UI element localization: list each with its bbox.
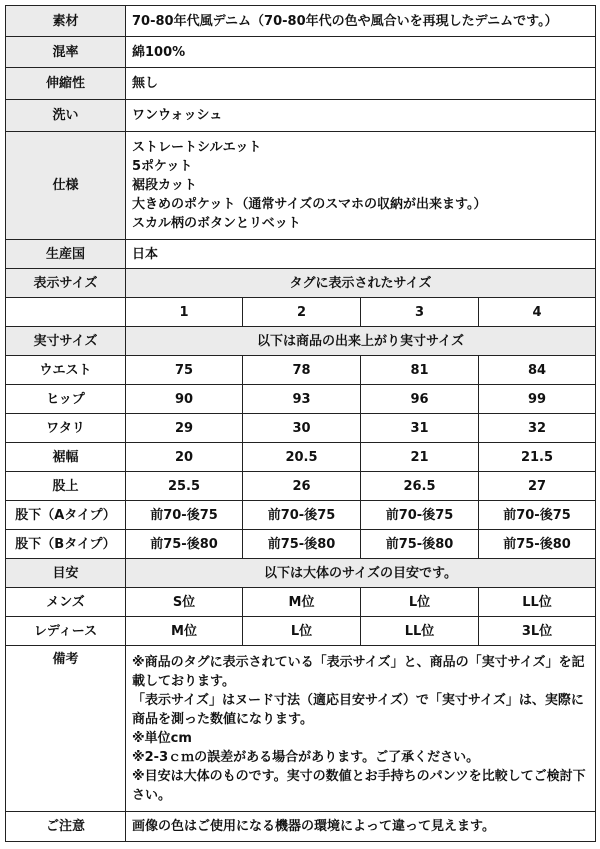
value-cell: LL位 bbox=[479, 588, 596, 617]
row-label: 裾幅 bbox=[6, 443, 126, 472]
table-row bbox=[6, 414, 596, 443]
size-cell: 1 bbox=[126, 298, 243, 327]
value-cell: 前70-後75 bbox=[126, 501, 243, 530]
spec-line: 5ポケット bbox=[132, 159, 193, 174]
value-cell: 21.5 bbox=[479, 443, 596, 472]
value-cell: 32 bbox=[479, 414, 596, 443]
guide-header: 以下は大体のサイズの目安です。 bbox=[126, 559, 596, 588]
value-cell: 99 bbox=[479, 385, 596, 414]
display-size-header-row bbox=[6, 269, 596, 298]
origin-value: 日本 bbox=[126, 240, 596, 269]
caution-label: ご注意 bbox=[6, 812, 126, 842]
actual-size-header: 以下は商品の出来上がり実寸サイズ bbox=[126, 327, 596, 356]
table-row bbox=[6, 356, 596, 385]
value-cell: 30 bbox=[243, 414, 361, 443]
value-cell: 前75-後80 bbox=[479, 530, 596, 559]
value-cell: 20 bbox=[126, 443, 243, 472]
value-cell: L位 bbox=[361, 588, 479, 617]
value-cell: 90 bbox=[126, 385, 243, 414]
value-cell: 前70-後75 bbox=[243, 501, 361, 530]
blend-label: 混率 bbox=[6, 37, 126, 68]
row-label: レディース bbox=[6, 617, 126, 646]
stretch-value: 無し bbox=[126, 68, 596, 100]
remarks-line: 「表示サイズ」はヌード寸法（適応目安サイズ）で「実寸サイズ」は、実際に商品を測った数値になります。 bbox=[132, 692, 584, 727]
row-label: メンズ bbox=[6, 588, 126, 617]
table-row bbox=[6, 385, 596, 414]
origin-label: 生産国 bbox=[6, 240, 126, 269]
spec-value bbox=[126, 132, 596, 240]
spec-line: ストレートシルエット bbox=[132, 140, 262, 155]
value-cell: 27 bbox=[479, 472, 596, 501]
wash-label: 洗い bbox=[6, 100, 126, 132]
product-spec-table bbox=[5, 5, 596, 842]
spec-line: 大きめのポケット（通常サイズのスマホの収納が出来ます。） bbox=[132, 197, 487, 212]
size-cell: 2 bbox=[243, 298, 361, 327]
spec-line: 裾段カット bbox=[132, 178, 197, 193]
value-cell: 81 bbox=[361, 356, 479, 385]
row-label: 股下（Bタイプ） bbox=[6, 530, 126, 559]
table-row bbox=[6, 530, 596, 559]
row-label: ヒップ bbox=[6, 385, 126, 414]
blank-cell bbox=[6, 298, 126, 327]
remarks-value bbox=[126, 646, 596, 812]
table-row bbox=[6, 443, 596, 472]
size-cell: 3 bbox=[361, 298, 479, 327]
value-cell: 26.5 bbox=[361, 472, 479, 501]
value-cell: 26 bbox=[243, 472, 361, 501]
spec-label: 仕様 bbox=[6, 132, 126, 240]
value-cell: 前70-後75 bbox=[479, 501, 596, 530]
value-cell: 前75-後80 bbox=[361, 530, 479, 559]
spec-line: スカル柄のボタンとリベット bbox=[132, 216, 301, 231]
remarks-row bbox=[6, 646, 596, 812]
value-cell: L位 bbox=[243, 617, 361, 646]
row-label: 股下（Aタイプ） bbox=[6, 501, 126, 530]
actual-size-label: 実寸サイズ bbox=[6, 327, 126, 356]
stretch-row bbox=[6, 68, 596, 100]
value-cell: 31 bbox=[361, 414, 479, 443]
table-row bbox=[6, 617, 596, 646]
table-row bbox=[6, 501, 596, 530]
origin-row bbox=[6, 240, 596, 269]
material-row bbox=[6, 6, 596, 37]
stretch-label: 伸縮性 bbox=[6, 68, 126, 100]
value-cell: LL位 bbox=[361, 617, 479, 646]
guide-label: 目安 bbox=[6, 559, 126, 588]
display-size-header: タグに表示されたサイズ bbox=[126, 269, 596, 298]
value-cell: 3L位 bbox=[479, 617, 596, 646]
value-cell: 96 bbox=[361, 385, 479, 414]
value-cell: S位 bbox=[126, 588, 243, 617]
blend-value: 綿100% bbox=[126, 37, 596, 68]
value-cell: 78 bbox=[243, 356, 361, 385]
row-label: 股上 bbox=[6, 472, 126, 501]
wash-value: ワンウォッシュ bbox=[126, 100, 596, 132]
row-label: ウエスト bbox=[6, 356, 126, 385]
value-cell: 25.5 bbox=[126, 472, 243, 501]
material-label: 素材 bbox=[6, 6, 126, 37]
value-cell: 21 bbox=[361, 443, 479, 472]
value-cell: M位 bbox=[126, 617, 243, 646]
remarks-label: 備考 bbox=[6, 646, 126, 812]
material-value: 70-80年代風デニム（70-80年代の色や風合いを再現したデニムです。） bbox=[126, 6, 596, 37]
remarks-line: ※商品のタグに表示されている「表示サイズ」と、商品の「実寸サイズ」を記載しております。 bbox=[132, 654, 585, 689]
blend-row bbox=[6, 37, 596, 68]
caution-value: 画像の色はご使用になる機器の環境によって違って見えます。 bbox=[126, 812, 596, 842]
value-cell: 29 bbox=[126, 414, 243, 443]
remarks-line: ※2-3ｃｍの誤差がある場合があります。ご了承ください。 bbox=[132, 749, 480, 765]
guide-header-row bbox=[6, 559, 596, 588]
value-cell: 75 bbox=[126, 356, 243, 385]
table-row bbox=[6, 472, 596, 501]
row-label: ワタリ bbox=[6, 414, 126, 443]
value-cell: 93 bbox=[243, 385, 361, 414]
table-row bbox=[6, 588, 596, 617]
display-size-label: 表示サイズ bbox=[6, 269, 126, 298]
spec-row bbox=[6, 132, 596, 240]
size-cell: 4 bbox=[479, 298, 596, 327]
display-size-row bbox=[6, 298, 596, 327]
caution-row bbox=[6, 812, 596, 842]
value-cell: 84 bbox=[479, 356, 596, 385]
remarks-line: ※単位cm bbox=[132, 730, 192, 746]
value-cell: 前75-後80 bbox=[243, 530, 361, 559]
actual-size-header-row bbox=[6, 327, 596, 356]
wash-row bbox=[6, 100, 596, 132]
value-cell: M位 bbox=[243, 588, 361, 617]
value-cell: 前70-後75 bbox=[361, 501, 479, 530]
value-cell: 前75-後80 bbox=[126, 530, 243, 559]
remarks-line: ※目安は大体のものです。実寸の数値とお手持ちのパンツを比較してご検討下さい。 bbox=[132, 768, 586, 803]
value-cell: 20.5 bbox=[243, 443, 361, 472]
